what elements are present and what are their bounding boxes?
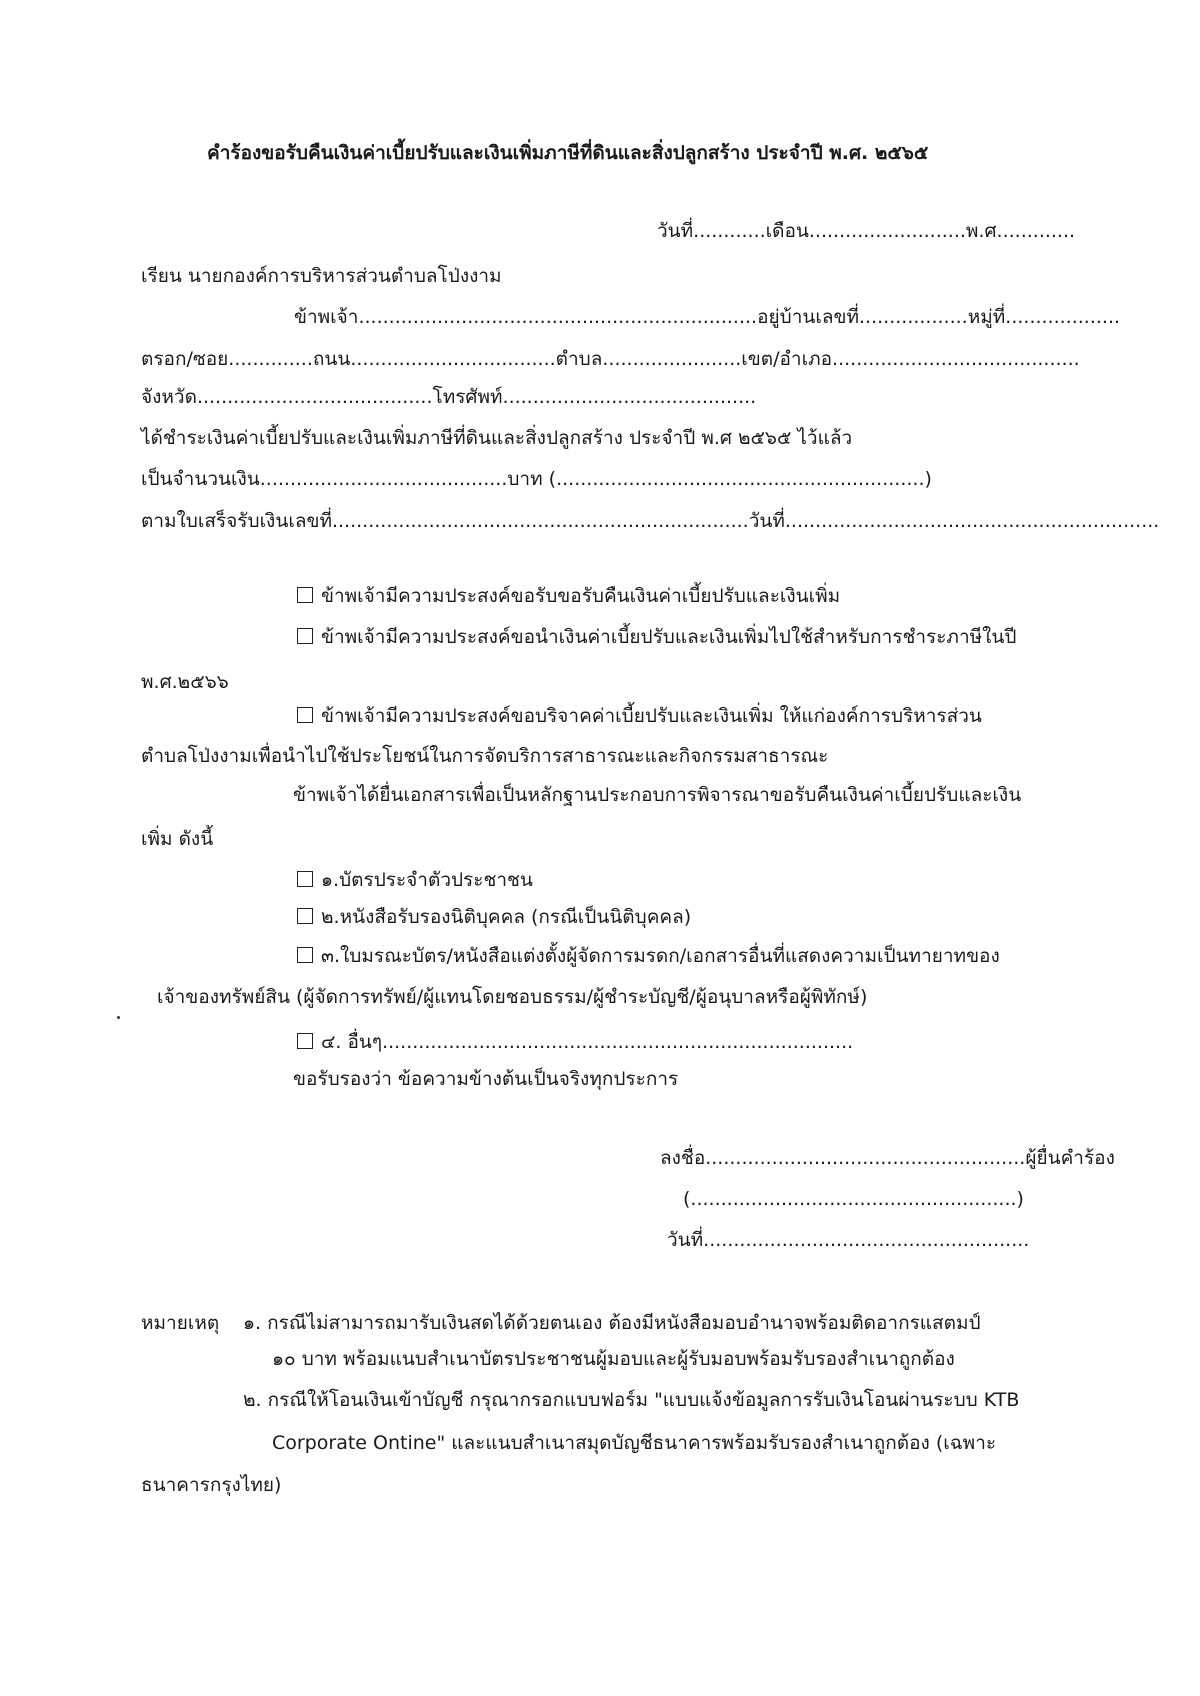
note-2: ๒. กรณีให้โอนเงินเข้าบัญชี กรุณากรอกแบบฟอร์ม "แบบแจ้งข้อมูลการรับเงินโอนผ่านระบบ KTB (243, 1389, 1020, 1411)
option-donate (297, 703, 982, 729)
form-title: คำร้องขอรับคืนเงินค่าเบี้ยปรับและเงินเพิ่มภาษีที่ดินและสิ่งปลูกสร้าง ประจำปี พ.ศ. ๒๕๖๕ (207, 142, 929, 164)
stray-mark (117, 1016, 120, 1019)
option-donate-label: ข้าพเจ้ามีความประสงค์ขอบริจาคค่าเบี้ยปรับและเงินเพิ่ม ให้แก่องค์การบริหารส่วน (321, 705, 982, 727)
document-death-cert-label: ๓.ใบมรณะบัตร/หนังสือแต่งตั้งผู้จัดการมรดก/เอกสารอื่นที่แสดงความเป็นทายาทของ (321, 945, 1000, 967)
document-other (297, 1029, 853, 1055)
notes-label: หมายเหตุ (141, 1312, 220, 1334)
applicant-name-line: ข้าพเจ้า..................................................................อยู่บ้านเลขที่..................หมู่ที่................... (294, 306, 1121, 328)
option-apply-to-tax-checkbox[interactable] (297, 628, 313, 644)
payment-statement-line: ได้ชำระเงินค่าเบี้ยปรับและเงินเพิ่มภาษีที่ดินและสิ่งปลูกสร้าง ประจำปี พ.ศ ๒๕๖๕ ไว้แล้ว (141, 427, 853, 449)
document-other-checkbox[interactable] (297, 1033, 313, 1049)
document-id-card-checkbox[interactable] (297, 871, 313, 887)
option-donate-continuation: ตำบลโป่งงามเพื่อนำไปใช้ประโยชน์ในการจัดบริการสาธารณะและกิจกรรมสาธารณะ (141, 745, 829, 767)
option-refund-label: ข้าพเจ้ามีความประสงค์ขอรับขอรับคืนเงินค่าเบี้ยปรับและเงินเพิ่ม (321, 585, 841, 607)
note-1: ๑. กรณีไม่สามารถมารับเงินสดได้ด้วยตนเอง ต้องมีหนังสือมอบอำนาจพร้อมติดอากรแสตมป์ (243, 1312, 981, 1334)
signature-name-line: (......................................................) (683, 1188, 1024, 1210)
certification-statement: ขอรับรองว่า ข้อความข้างต้นเป็นจริงทุกประการ (293, 1068, 679, 1090)
note-2-continuation-2: ธนาคารกรุงไทย) (141, 1474, 282, 1496)
province-phone-line: จังหวัด.......................................โทรศัพท์.......................................... (141, 386, 757, 408)
option-refund-checkbox[interactable] (297, 587, 313, 603)
receipt-line: ตามใบเสร็จรับเงินเลขที่.....................................................................วันที่.............................................................. (141, 510, 1160, 532)
document-death-cert-checkbox[interactable] (297, 947, 313, 963)
amount-line: เป็นจำนวนเงิน.........................................บาท (.............................................................) (141, 468, 932, 490)
documents-intro: ข้าพเจ้าได้ยื่นเอกสารเพื่อเป็นหลักฐานประกอบการพิจารณาขอรับคืนเงินค่าเบี้ยปรับและเงิน (293, 784, 1022, 806)
option-apply-to-tax (297, 624, 1016, 650)
document-juristic-cert-checkbox[interactable] (297, 908, 313, 924)
note-2-continuation: Corporate Ontine" และแนบสำเนาสมุดบัญชีธนาคารพร้อมรับรองสำเนาถูกต้อง (เฉพาะ (272, 1432, 997, 1454)
document-juristic-cert-label: ๒.หนังสือรับรองนิติบุคคล (กรณีเป็นนิติบุคคล) (321, 906, 692, 928)
document-other-label: ๔. อื่นๆ.............................................................................. (321, 1031, 854, 1053)
signature-line: ลงชื่อ.....................................................ผู้ยื่นคำร้อง (660, 1147, 1115, 1169)
document-id-card-label: ๑.บัตรประจำตัวประชาชน (321, 869, 533, 891)
option-apply-to-tax-year: พ.ศ.๒๕๖๖ (141, 671, 229, 693)
address-line: ตรอก/ซอย..............ถนน..................................ตำบล.......................เขต/อำเภอ......................................... (141, 348, 1080, 370)
note-1-continuation: ๑๐ บาท พร้อมแนบสำเนาบัตรประชาชนผู้มอบและผู้รับมอบพร้อมรับรองสำเนาถูกต้อง (272, 1348, 955, 1370)
addressee-line: เรียน นายกองค์การบริหารส่วนตำบลโป่งงาม (141, 265, 502, 287)
option-refund (297, 583, 840, 609)
option-donate-checkbox[interactable] (297, 707, 313, 723)
signature-date-line: วันที่...................................................... (667, 1229, 1030, 1251)
document-id-card (297, 867, 533, 893)
document-death-cert-continuation: เจ้าของทรัพย์สิน (ผู้จัดการทรัพย์/ผู้แทนโดยชอบธรรม/ผู้ชำระบัญชี/ผู้อนุบาลหรือผู้พิทักษ์) (157, 986, 868, 1008)
documents-intro-continuation: เพิ่ม ดังนี้ (141, 828, 214, 850)
date-line: วันที่............เดือน..........................พ.ศ............. (657, 220, 1076, 242)
document-juristic-cert (297, 904, 691, 930)
option-apply-to-tax-label: ข้าพเจ้ามีความประสงค์ขอนำเงินค่าเบี้ยปรับและเงินเพิ่มไปใช้สำหรับการชำระภาษีในปี (321, 626, 1017, 648)
document-death-cert (297, 943, 1000, 969)
